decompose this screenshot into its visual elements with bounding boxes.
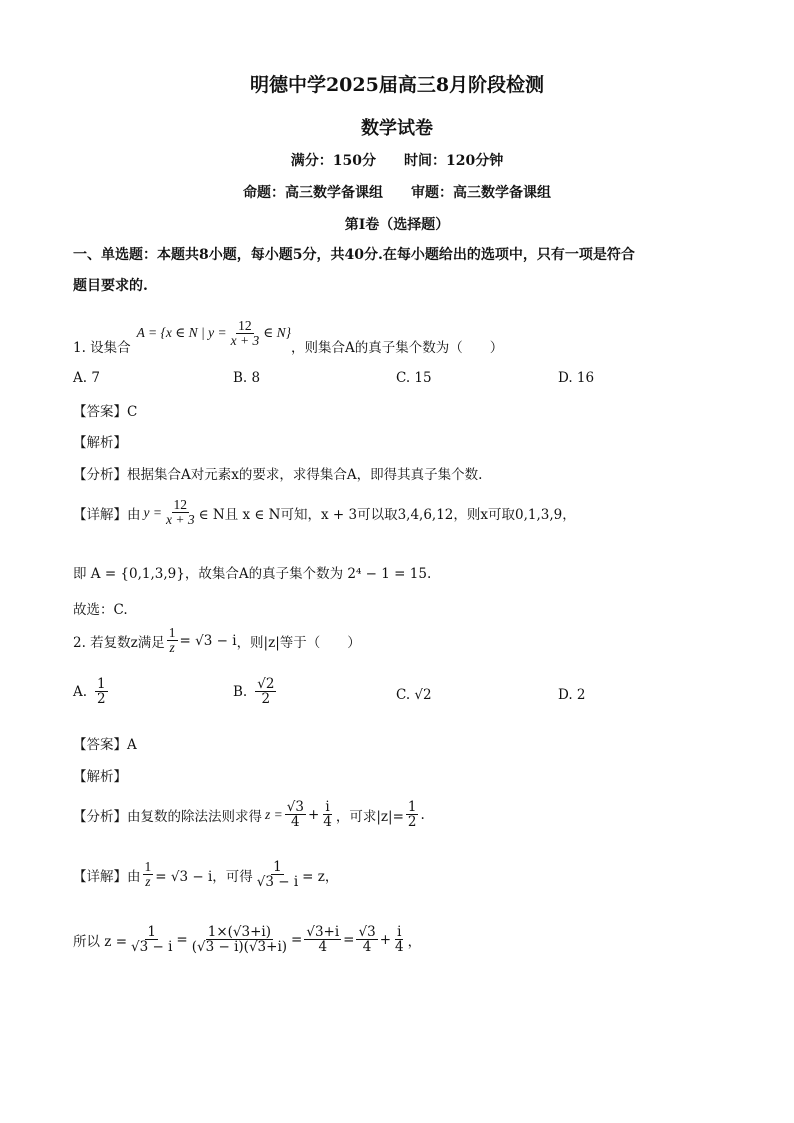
page-title: 明德中学2025届高三8月阶段检测: [249, 74, 545, 96]
q2-fenxi: [73, 800, 425, 829]
q1-detail-fraction-num: 12: [173, 497, 188, 512]
question-1: [73, 312, 503, 362]
q2-fenxi-end: .: [420, 806, 425, 823]
q1-detail-line1: [73, 498, 576, 527]
q1-detail-line2: 即 A = {0,1,3,9}，故集合A的真子集个数为 2⁴ − 1 = 15.: [73, 566, 432, 582]
subject-title: 数学试卷: [361, 118, 433, 139]
q2-final-prefix: 所以 z =: [73, 933, 128, 950]
q2-option-b: [233, 677, 278, 706]
q1-detail-prefix: 【详解】由: [73, 506, 141, 523]
section-heading-line1: 一、单选题：本题共8小题，每小题5分，共40分.在每小题给出的选项中，只有一项是符合: [73, 247, 635, 263]
q2-fenxi-frac1-den: 4: [291, 814, 300, 831]
set-definition-right: ∈ N}: [263, 325, 292, 341]
q2-final-end: ，: [407, 933, 422, 950]
q2-fenxi-frac2-den: 4: [323, 814, 332, 831]
q2-final-eq1: =: [176, 931, 188, 948]
authors-line: 命题：高三数学备课组 审题：高三数学备课组: [243, 185, 551, 201]
q2-final-frac5-num: i: [397, 924, 402, 940]
set-fraction-den: x + 3: [230, 332, 260, 348]
section-heading-line2: 题目要求的.: [73, 278, 148, 294]
q2-fenxi-frac2-num: i: [325, 799, 330, 815]
q2-detail-frac2-num: 1: [273, 859, 282, 875]
q2-final-frac5-den: 4: [395, 939, 404, 956]
q2-final-derivation: [73, 925, 421, 954]
score-time-line: 满分：150分 时间：120分钟: [290, 153, 504, 169]
q2-final-frac3-num: √3+i: [306, 924, 340, 940]
q2-final-plus: +: [379, 931, 391, 948]
q1-detail-fraction: [164, 498, 197, 527]
q2-answer: 【答案】A: [73, 737, 137, 753]
q2-option-b-fraction: [255, 677, 276, 706]
q1-answer: 【答案】C: [73, 404, 138, 420]
q2-final-frac2: [190, 925, 289, 954]
q2-final-frac4-den: 4: [362, 939, 372, 956]
q1-option-b: B. 8: [233, 370, 261, 386]
q2-detail-frac2: [255, 860, 300, 889]
question-2-prefix: 2. 若复数z满足: [73, 634, 165, 651]
q2-option-a: [73, 677, 110, 706]
q2-detail-end: = z，: [302, 868, 339, 885]
q1-detail-eq: y =: [143, 504, 162, 520]
q2-option-b-den: 2: [261, 691, 271, 708]
q1-fenxi: 【分析】根据集合A对元素x的要求，求得集合A，即得其真子集个数.: [73, 467, 483, 483]
q2-final-frac4-num: √3: [358, 924, 376, 940]
question-2: [73, 626, 361, 655]
q1-analysis-label: 【解析】: [73, 435, 127, 451]
q2-fenxi-frac1: [285, 800, 306, 829]
q2-option-c: C. √2: [396, 687, 432, 703]
q2-detail-frac1-den: z: [145, 874, 151, 890]
q1-detail-fraction-den: x + 3: [165, 512, 195, 528]
q2-fenxi-frac3: [406, 800, 419, 829]
q2-final-frac4: [356, 925, 377, 954]
q2-fenxi-frac1-num: √3: [286, 799, 304, 815]
q2-final-frac5: [393, 925, 406, 954]
q1-option-d: D. 16: [558, 370, 595, 386]
q1-option-a: A. 7: [73, 370, 100, 386]
q2-option-a-den: 2: [97, 691, 106, 708]
q1-conclusion: 故选：C.: [73, 602, 128, 618]
question-1-suffix: ，则集合A的真子集个数为（ ）: [291, 340, 504, 356]
q2-detail-frac2-den: √3 − i: [256, 874, 299, 891]
q2-detail-frac1-num: 1: [144, 859, 152, 874]
q2-condition-rhs: = √3 − i: [179, 632, 237, 649]
q2-fenxi-frac3-den: 2: [407, 814, 417, 831]
q2-detail-mid: = √3 − i，可得: [155, 868, 253, 885]
q2-option-d: D. 2: [558, 687, 586, 703]
question-1-prefix: 1. 设集合: [73, 340, 131, 356]
q2-cond-num: 1: [168, 625, 176, 640]
q2-analysis-label: 【解析】: [73, 769, 127, 785]
q2-option-a-label: A.: [73, 683, 88, 700]
q2-final-frac1-den: √3 − i: [131, 939, 173, 956]
q2-option-b-label: B.: [233, 683, 248, 700]
set-fraction-num: 12: [238, 317, 252, 333]
q2-fenxi-plus: +: [307, 806, 320, 823]
q2-fenxi-mid: ，可求|z|=: [335, 808, 404, 825]
set-fraction: [229, 319, 262, 348]
q2-fenxi-frac2: [321, 800, 334, 829]
question-1-set: [137, 319, 291, 348]
q2-cond-den: z: [169, 640, 175, 656]
q2-fenxi-prefix: 【分析】由复数的除法法则求得: [73, 808, 262, 825]
q2-final-frac2-num: 1×(√3+i): [207, 924, 272, 940]
q2-final-frac3-den: 4: [318, 939, 328, 956]
volume-heading: 第Ⅰ卷（选择题）: [344, 217, 450, 233]
q2-final-eq3: =: [343, 931, 355, 948]
q2-detail: [73, 860, 338, 889]
q2-fenxi-eq: z =: [265, 806, 283, 822]
q1-detail-rest: ∈ N且 x ∈ N可知，x + 3可以取3,4,6,12，则x可取0,1,3,9，: [198, 506, 576, 523]
q2-final-eq2: =: [291, 931, 303, 948]
q2-final-frac3: [304, 925, 341, 954]
q2-fenxi-frac3-num: 1: [407, 799, 417, 815]
q2-final-frac1: [129, 925, 174, 954]
q2-final-frac1-num: 1: [147, 924, 157, 940]
q2-option-a-num: 1: [97, 676, 106, 692]
set-definition-left: A = {x ∈ N | y =: [136, 325, 227, 341]
q1-option-c: C. 15: [396, 370, 432, 386]
q2-detail-prefix: 【详解】由: [73, 868, 141, 885]
q2-final-frac2-den: (√3 − i)(√3+i): [191, 939, 288, 956]
q2-option-b-num: √2: [257, 676, 275, 692]
q2-option-a-fraction: [95, 677, 108, 706]
q2-condition-fraction: [167, 626, 178, 655]
q2-detail-frac1: [143, 860, 154, 889]
question-2-suffix: ，则|z|等于（ ）: [236, 634, 361, 651]
